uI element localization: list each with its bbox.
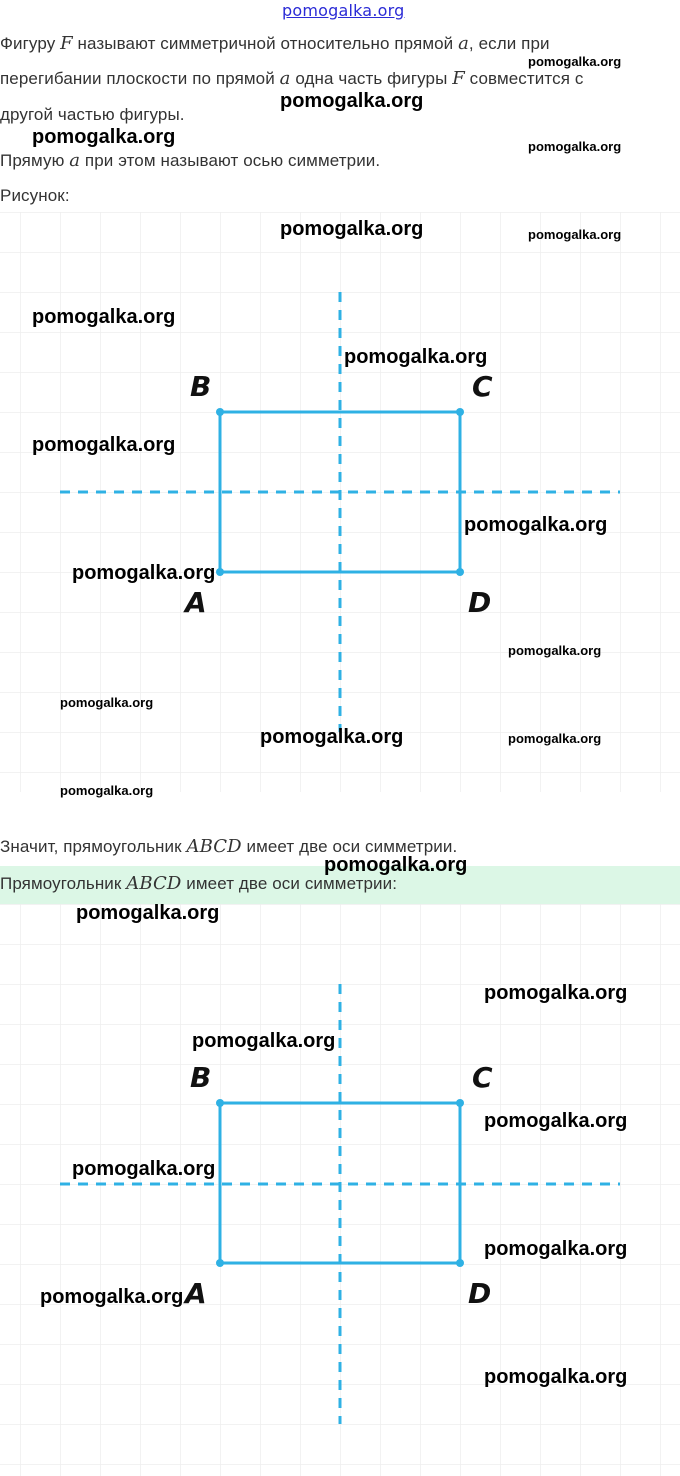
- math-abcd: ABCD: [126, 873, 182, 894]
- vertex-a-point: [216, 568, 224, 576]
- watermark: pomogalka.org: [32, 126, 176, 148]
- watermark: pomogalka.org: [60, 695, 154, 710]
- vertex-d-point: [456, 1259, 464, 1267]
- watermark: pomogalka.org: [528, 227, 622, 242]
- watermark: pomogalka.org: [192, 1030, 336, 1052]
- watermark: pomogalka.org: [484, 1366, 628, 1388]
- vertex-c-label: C: [472, 370, 493, 403]
- figure-caption: Рисунок:: [0, 186, 70, 205]
- vertex-c-point: [456, 1099, 464, 1107]
- vertex-c-label: C: [472, 1061, 493, 1094]
- watermark: pomogalka.org: [344, 346, 488, 368]
- watermark: pomogalka.org: [280, 90, 424, 112]
- math-var-a: a: [69, 150, 81, 171]
- vertex-d-label: D: [468, 586, 492, 619]
- watermark: pomogalka.org: [260, 726, 404, 748]
- vertex-b-label: B: [190, 370, 212, 403]
- symmetry-figure-1: [0, 212, 680, 802]
- math-var-a: a: [458, 33, 469, 54]
- watermark: pomogalka.org: [60, 783, 154, 798]
- watermark: pomogalka.org: [40, 1286, 184, 1308]
- watermark: pomogalka.org: [508, 731, 602, 746]
- watermark: pomogalka.org: [32, 306, 176, 328]
- vertex-a-label: A: [185, 586, 207, 619]
- math-var-F: F: [452, 68, 465, 89]
- watermark: pomogalka.org: [280, 218, 424, 240]
- watermark: pomogalka.org: [72, 562, 216, 584]
- conclusion-line: Значит, прямоугольник ABCD имеет две оси симметрии.: [0, 836, 458, 857]
- watermark: pomogalka.org: [72, 1158, 216, 1180]
- definition-line-3: другой частью фигуры.: [0, 105, 185, 124]
- watermark: pomogalka.org: [484, 1110, 628, 1132]
- watermark: pomogalka.org: [528, 139, 622, 154]
- vertex-b-label: B: [190, 1061, 212, 1094]
- watermark: pomogalka.org: [508, 643, 602, 658]
- answer-line: Прямоугольник ABCD имеет две оси симметрии:: [0, 873, 398, 894]
- watermark: pomogalka.org: [76, 902, 220, 924]
- watermark: pomogalka.org: [32, 434, 176, 456]
- vertex-a-point: [216, 1259, 224, 1267]
- vertex-b-point: [216, 408, 224, 416]
- watermark: pomogalka.org: [484, 1238, 628, 1260]
- definition-line-2: перегибании плоскости по прямой a одна часть фигуры F совместится с: [0, 68, 584, 89]
- vertex-d-point: [456, 568, 464, 576]
- watermark: pomogalka.org: [464, 514, 608, 536]
- watermark: pomogalka.org: [528, 54, 622, 69]
- math-var-F: F: [60, 33, 73, 54]
- axis-definition-line: Прямую a при этом называют осью симметрии.: [0, 150, 381, 171]
- math-abcd: ABCD: [186, 836, 242, 857]
- watermark: pomogalka.org: [324, 854, 468, 876]
- vertex-d-label: D: [468, 1277, 492, 1310]
- site-link[interactable]: pomogalka.org: [282, 1, 405, 20]
- vertex-a-label: A: [185, 1277, 207, 1310]
- definition-line-1: Фигуру F называют симметричной относительно прямой a, если при: [0, 33, 550, 54]
- watermark: pomogalka.org: [484, 982, 628, 1004]
- vertex-c-point: [456, 408, 464, 416]
- vertex-b-point: [216, 1099, 224, 1107]
- math-var-a: a: [279, 68, 291, 89]
